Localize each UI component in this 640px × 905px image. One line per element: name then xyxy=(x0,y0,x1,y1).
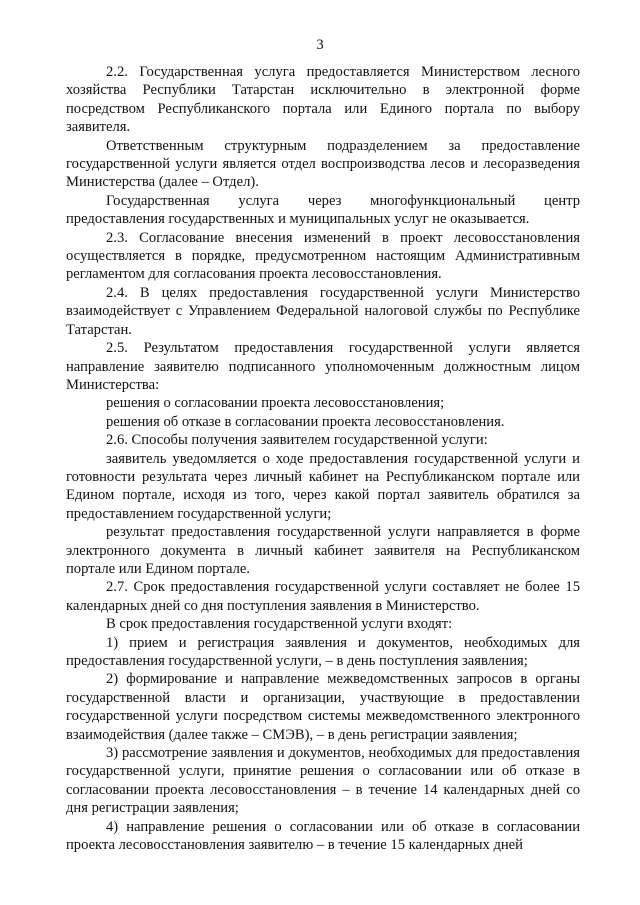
paragraph-2-5: 2.5. Результатом предоставления государственной услуги является направление заявителю подписанного уполномоченным должностным лицом Министерства: xyxy=(66,340,580,393)
paragraph-2-7: 2.7. Срок предоставления государственной услуги составляет не более 15 календарных дней со дня поступления заявления в Министерство. xyxy=(66,579,580,614)
paragraph-2-4: 2.4. В целях предоставления государственной услуги Министерство взаимодействует с Управлением Федеральной налоговой службы по Республике Татарстан. xyxy=(66,284,580,338)
paragraph-2-3: 2.3. Согласование внесения изменений в проект лесовосстановления осуществляется в порядке, предусмотренном настоящим Административным регламентом для согласования проекта лесовосстановления. xyxy=(66,229,580,283)
paragraph-2-2: 2.2. Государственная услуга предоставляется Министерством лесного хозяйства Республики Татарстан исключительно в электронной форме посредством Республиканского портала или Единого портала по выбору заявителя. xyxy=(66,64,580,136)
paragraph-2-6: 2.6. Способы получения заявителем государственной услуги: xyxy=(106,432,488,449)
list-item-refusal-decision: решения об отказе в согласовании проекта лесовосстановления. xyxy=(106,413,505,430)
paragraph-term-includes: В срок предоставления государственной услуги входят: xyxy=(106,616,453,633)
list-item-2: 2) формирование и направление межведомственных запросов в органы государственной власти и организации, участвующие в предоставлении государственной услуги посредством системы межведомственного электронного взаимодействия (далее также – СМЭВ), – в день регистрации заявления; xyxy=(66,671,580,743)
paragraph-mfc: Государственная услуга через многофункциональный центр предоставления государственных и муниципальных услуг не оказывается. xyxy=(66,192,580,228)
list-item-1: 1) прием и регистрация заявления и документов, необходимых для предоставления государственной услуги, – в день поступления заявления; xyxy=(66,634,580,669)
page-number: 3 xyxy=(316,37,324,53)
paragraph-responsible-unit: Ответственным структурным подразделением за предоставление государственной услуги является отдел воспроизводства лесов и лесоразведения Министерства (далее – Отдел). xyxy=(66,137,580,191)
list-item-approval-decision: решения о согласовании проекта лесовосстановления; xyxy=(106,395,445,412)
paragraph-result-delivery: результат предоставления государственной услуги направляется в форме электронного документа в личный кабинет заявителя на Республиканском портале или Едином портале. xyxy=(66,524,580,577)
list-item-4: 4) направление решения о согласовании или об отказе в согласовании проекта лесовосстановления заявителю – в течение 15 календарных дней xyxy=(66,818,580,854)
list-item-3: 3) рассмотрение заявления и документов, необходимых для предоставления государственной услуги, принятие решения о согласовании или об отказе в согласовании проекта лесовосстановления – в течение 14 календарных дней со дня регистрации заявления; xyxy=(66,745,580,817)
paragraph-notification: заявитель уведомляется о ходе предоставления государственной услуги и готовности результата через личный кабинет на Республиканском портале или Едином портале, исходя из того, через какой портал заявитель обратился за предоставлением государственной услуги; xyxy=(66,450,580,522)
document-body xyxy=(66,63,580,854)
